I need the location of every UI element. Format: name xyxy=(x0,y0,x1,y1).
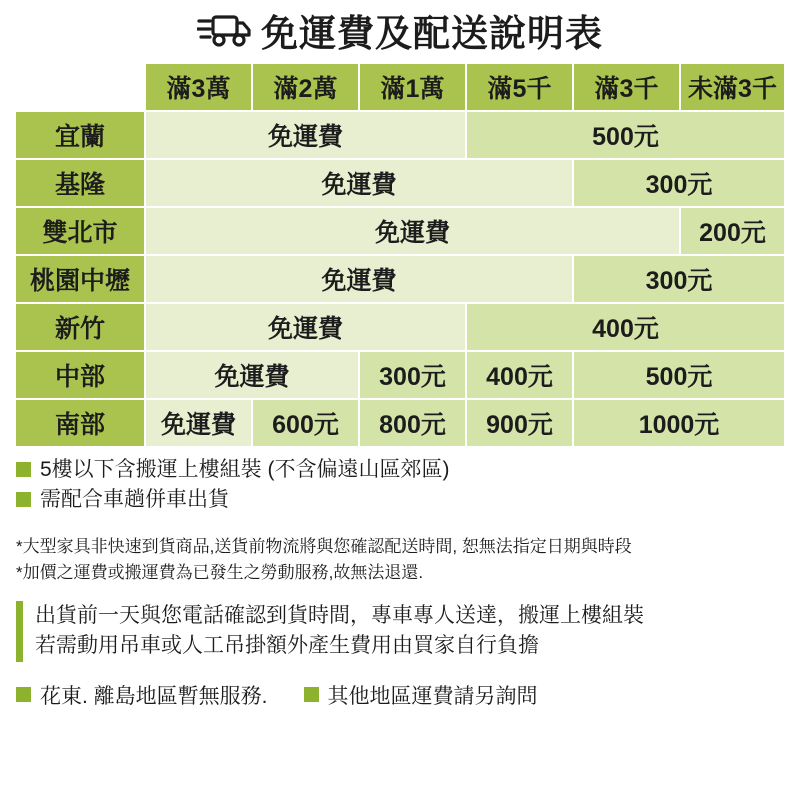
note-text: 需配合車趟併車出貨 xyxy=(40,488,229,512)
table-header xyxy=(15,63,785,111)
row-header-region: 基隆 xyxy=(15,159,145,207)
fee-cell: 400元 xyxy=(466,351,573,399)
column-header-5: 滿3千 xyxy=(573,63,680,111)
asterisk-notes xyxy=(16,537,800,583)
fee-cell: 500元 xyxy=(573,351,785,399)
table-row xyxy=(15,159,785,207)
table-corner-cell xyxy=(15,63,145,111)
bullet-notes xyxy=(16,458,800,511)
fee-cell: 免運費 xyxy=(145,159,573,207)
highlight-note: 出貨前一天與您電話確認到貨時間，專車專人送達，搬運上樓組裝 xyxy=(35,603,644,627)
truck-icon xyxy=(197,11,251,56)
row-header-region: 桃園中壢 xyxy=(15,255,145,303)
fee-cell: 免運費 xyxy=(145,111,466,159)
vertical-bar-accent xyxy=(16,601,23,662)
row-header-region: 南部 xyxy=(15,399,145,447)
fee-cell: 300元 xyxy=(359,351,466,399)
fee-cell: 1000元 xyxy=(573,399,785,447)
table-row xyxy=(15,207,785,255)
square-bullet-icon xyxy=(16,462,31,477)
row-header-region: 中部 xyxy=(15,351,145,399)
square-bullet-icon xyxy=(16,492,31,507)
table-row xyxy=(15,351,785,399)
fee-cell: 500元 xyxy=(466,111,785,159)
fee-cell: 300元 xyxy=(573,159,785,207)
highlight-note: 若需動用吊車或人工吊掛額外產生費用由買家自行負擔 xyxy=(35,634,539,658)
fee-cell: 200元 xyxy=(680,207,785,255)
column-header-6: 未滿3千 xyxy=(680,63,785,111)
row-header-region: 宜蘭 xyxy=(15,111,145,159)
fee-cell: 免運費 xyxy=(145,399,252,447)
note-text: 5樓以下含搬運上樓組裝 (不含偏遠山區郊區) xyxy=(40,458,450,481)
fee-cell: 免運費 xyxy=(145,303,466,351)
footer-notes xyxy=(16,680,800,710)
fee-cell: 600元 xyxy=(252,399,359,447)
fee-cell: 免運費 xyxy=(145,255,573,303)
note-item xyxy=(16,488,800,511)
column-header-1: 滿3萬 xyxy=(145,63,252,111)
square-bullet-icon xyxy=(304,687,319,702)
column-header-4: 滿5千 xyxy=(466,63,573,111)
shipping-fee-table xyxy=(14,62,786,448)
fee-cell: 400元 xyxy=(466,303,785,351)
table-row xyxy=(15,255,785,303)
footer-note-2: 其他地區運費請另詢問 xyxy=(327,684,538,708)
row-header-region: 新竹 xyxy=(15,303,145,351)
fee-cell: 800元 xyxy=(359,399,466,447)
fee-cell: 300元 xyxy=(573,255,785,303)
fee-cell: 900元 xyxy=(466,399,573,447)
page-title: 免運費及配送說明表 xyxy=(261,12,603,54)
column-header-2: 滿2萬 xyxy=(252,63,359,111)
table-row xyxy=(15,111,785,159)
table-row xyxy=(15,303,785,351)
asterisk-note: *加價之運費或搬運費為已發生之勞動服務,故無法退還. xyxy=(16,562,424,582)
asterisk-note: *大型家具非快速到貨商品,送貨前物流將與您確認配送時間, 恕無法指定日期與時段 xyxy=(16,537,632,557)
note-item xyxy=(16,458,800,481)
highlight-notes xyxy=(16,601,800,662)
row-header-region: 雙北市 xyxy=(15,207,145,255)
column-header-3: 滿1萬 xyxy=(359,63,466,111)
fee-cell: 免運費 xyxy=(145,351,359,399)
page-header xyxy=(0,0,800,62)
table-body xyxy=(15,111,785,447)
footer-note-1: 花東. 離島地區暫無服務. xyxy=(40,684,268,708)
square-bullet-icon xyxy=(16,687,31,702)
table-row xyxy=(15,399,785,447)
fee-cell: 免運費 xyxy=(145,207,680,255)
